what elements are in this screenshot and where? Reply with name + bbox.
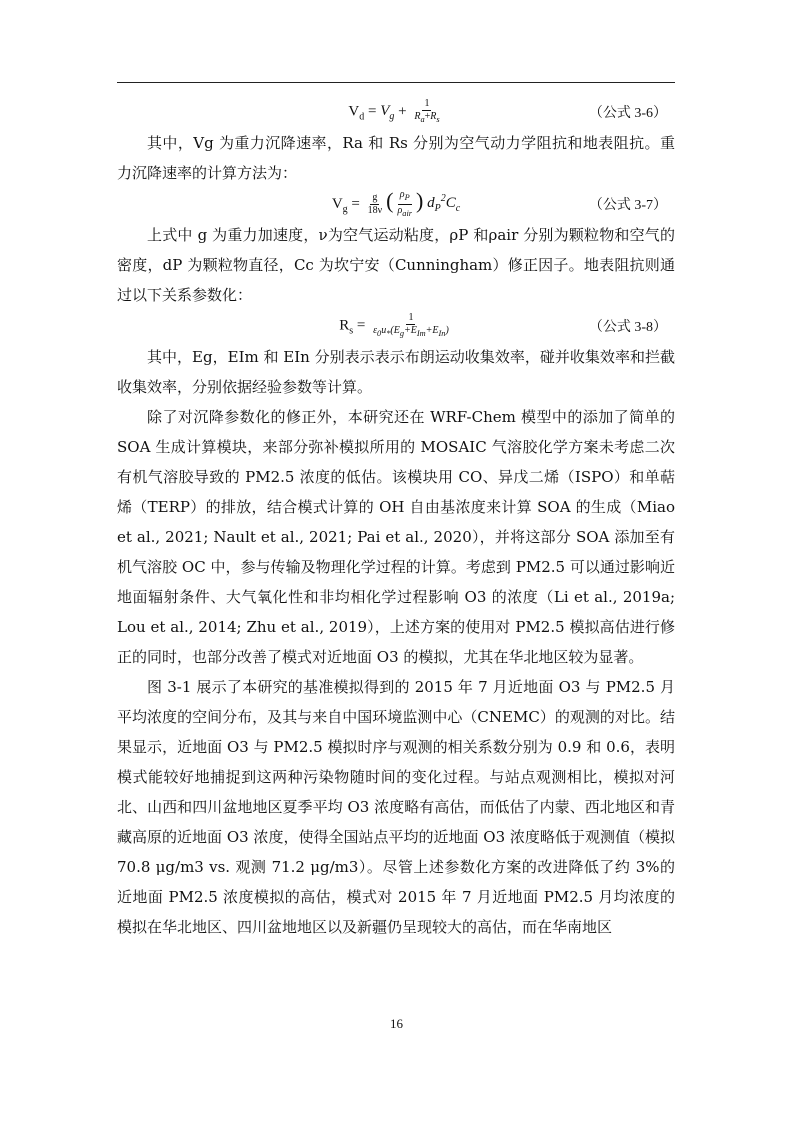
paragraph-5: 图 3-1 展示了本研究的基准模拟得到的 2015 年 7 月近地面 O3 与 PM2.5 月平均浓度的空间分布，及其与来自中国环境监测中心（CNEMC）的观测的对比。结果显示，近地面 O3 与 PM2.5 模拟时序与观测的相关系数分别为 0.9 和 0.6，表明模式能较好地捕捉到这两种污染物随时间的变化过程。与站点观测相比，模拟对河北、山西和四川盆地地区夏季平均 O3 浓度略有高估，而低估了内蒙、西北地区和青藏高原的近地面 O3 浓度，使得全国站点平均的近地面 O3 浓度略低于观测值（模拟 70.8 μg/m3 vs. 观测 71.2 μg/m3）。尽管上述参数化方案的改进降低了约 3%的近地面 PM2.5 浓度模拟的高估，模式对 2015 年 7 月近地面 PM2.5 月均浓度的模拟在华北地区、四川盆地地区以及新疆仍呈现较大的高估，而在华南地区 xyxy=(117,678,675,936)
equation-number: （公式 3-6） xyxy=(588,106,667,121)
header-rule xyxy=(117,82,675,83)
paragraph-3: 其中，Eg，EIm 和 EIn 分别表示表示布朗运动收集效率，碰并收集效率和拦截收集效率，分别依据经验参数等计算。 xyxy=(117,348,675,396)
equation-3-6: $V_d = V_g$ + $\frac{1}{R_a+R_s}$ （公式 3-6） xyxy=(348,98,667,124)
equation-number: （公式 3-7） xyxy=(588,198,667,213)
paragraph-4: 除了对沉降参数化的修正外，本研究还在 WRF-Chem 模型中的添加了简单的 SOA 生成计算模块，来部分弥补模拟所用的 MOSAIC 气溶胶化学方案未考虑二次有机气溶胶导致的 PM2.5 浓度的低估。该模块用 CO、异戊二烯（ISPO）和单萜烯（TERP）的排放，结合模式计算的 OH 自由基浓度来计算 SOA 的生成（Miao et al., 2021; Nault et al., 2021; Pai et al., 2020），并将这部分 SOA 添加至有机气溶胶 OC 中，参与传输及物理化学过程的计算。考虑到 PM2.5 可以通过影响近地面辐射条件、大气氧化性和非均相化学过程影响 O3 的浓度（Li et al., 2019a; Lou et al., 2014; Zhu et al., 2019），上述方案的使用对 PM2.5 模拟高估进行修正的同时，也部分改善了模式对近地面 O3 的模拟，尤其在华北地区较为显著。 xyxy=(117,408,675,666)
paragraph-1: 其中，Vg 为重力沉降速率，Ra 和 Rs 分别为空气动力学阻抗和地表阻抗。重力沉降速率的计算方法为： xyxy=(117,134,675,182)
equation-3-7: $V_g$ = $\frac{g}{18\nu}$ ( $\frac{\rho_P}{\rho_{air}}$ ) $d_P^2C_c$ （公式 3-7） xyxy=(331,187,667,218)
paragraph-2: 上式中 g 为重力加速度，ν为空气运动粘度，ρP 和ρair 分别为颗粒物和空气的密度，dP 为颗粒物直径，Cc 为坎宁安（Cunningham）修正因子。地表阻抗则通过以下关系参数化： xyxy=(117,226,675,304)
equation-3-8: $R_s$ = $\frac{1}{\varepsilon_0u_*(E_g+E_{Im}+E_{In})}$ （公式 3-8） xyxy=(339,312,667,338)
equation-number: （公式 3-8） xyxy=(588,320,667,335)
page-number: 16 xyxy=(390,1016,403,1031)
page-body xyxy=(117,96,675,942)
